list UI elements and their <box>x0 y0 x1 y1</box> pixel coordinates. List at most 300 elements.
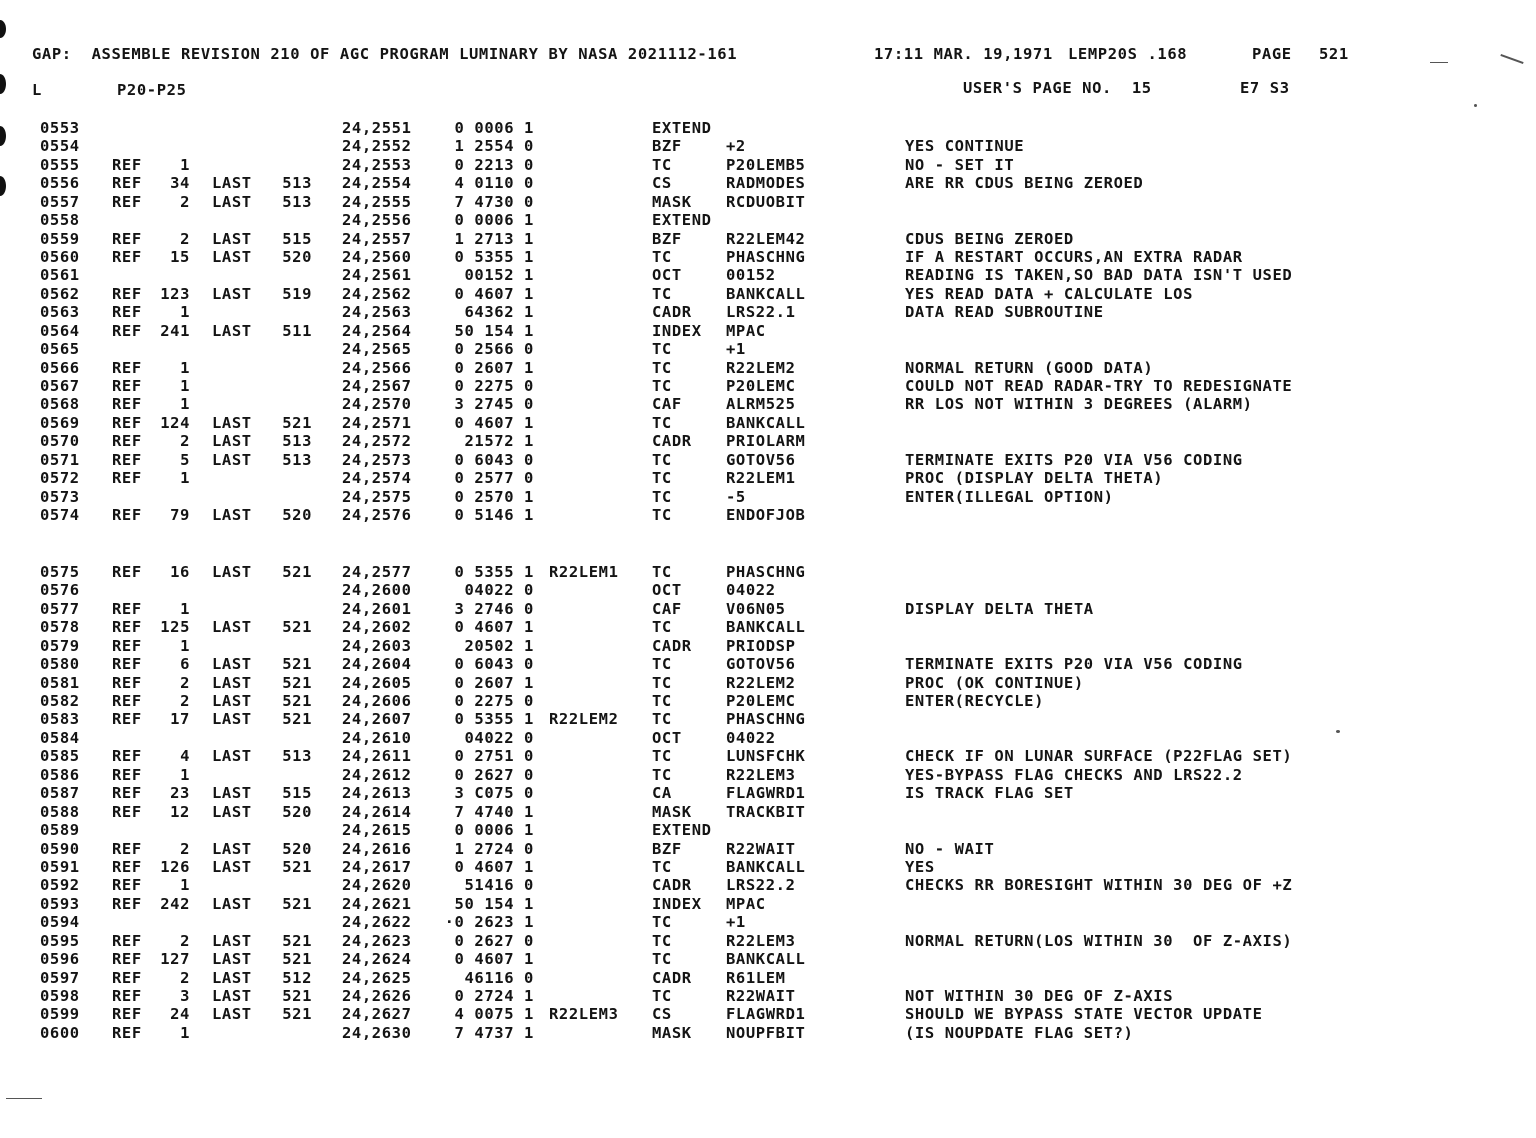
address: 24,2561 <box>342 266 412 285</box>
octal-code: 50 154 1 <box>454 321 534 340</box>
listing-row <box>0 156 1536 174</box>
address: 24,2621 <box>342 894 412 913</box>
listing-row <box>0 747 1536 765</box>
opcode: CS <box>652 1005 672 1024</box>
last-page: 521 <box>282 692 312 710</box>
last-page: 521 <box>282 413 312 432</box>
ref-count: 124 <box>160 413 190 432</box>
comment: ENTER(RECYCLE) <box>905 692 1045 710</box>
address: 24,2602 <box>342 618 412 637</box>
line-number: 0571 <box>40 450 80 469</box>
ref-count: 1 <box>180 469 190 488</box>
line-number: 0562 <box>40 284 80 303</box>
octal-code: 0 4607 1 <box>454 413 534 432</box>
opcode: TC <box>652 340 672 359</box>
address: 24,2555 <box>342 192 412 211</box>
address: 24,2571 <box>342 413 412 432</box>
last-keyword: LAST <box>212 950 252 968</box>
address: 24,2551 <box>342 119 412 137</box>
ref-count: 241 <box>160 321 190 340</box>
operand: BANKCALL <box>726 618 806 637</box>
line-number: 0595 <box>40 931 80 950</box>
opcode: TC <box>652 950 672 968</box>
comment: PROC (OK CONTINUE) <box>905 673 1084 692</box>
ref-count: 23 <box>170 784 190 803</box>
opcode: INDEX <box>652 894 702 913</box>
line-number: 0569 <box>40 413 80 432</box>
address: 24,2573 <box>342 450 412 469</box>
ref-keyword: REF <box>112 673 142 692</box>
print-timestamp: 17:11 MAR. 19,1971 <box>874 45 1053 63</box>
operand: FLAGWRD1 <box>726 1005 806 1024</box>
opcode: TC <box>652 563 672 581</box>
binder-hole-mark <box>0 20 6 38</box>
line-number: 0581 <box>40 673 80 692</box>
address: 24,2554 <box>342 174 412 193</box>
octal-code: 3 2746 0 <box>454 599 534 618</box>
last-keyword: LAST <box>212 413 252 432</box>
line-number: 0586 <box>40 765 80 784</box>
operand: NOUPFBIT <box>726 1023 806 1042</box>
comment: YES-BYPASS FLAG CHECKS AND LRS22.2 <box>905 765 1243 784</box>
ref-count: 242 <box>160 894 190 913</box>
line-number: 0596 <box>40 950 80 968</box>
opcode: TC <box>652 710 672 729</box>
symbol-label: R22LEM2 <box>549 710 619 729</box>
address: 24,2566 <box>342 358 412 377</box>
opcode: BZF <box>652 137 682 156</box>
listing-row <box>0 840 1536 858</box>
listing-row <box>0 174 1536 192</box>
opcode: TC <box>652 931 672 950</box>
ref-keyword: REF <box>112 950 142 968</box>
ref-count: 34 <box>170 174 190 193</box>
ink-speck <box>6 1098 42 1099</box>
octal-code: ·0 2623 1 <box>444 913 534 932</box>
operand: BANKCALL <box>726 950 806 968</box>
opcode: MASK <box>652 192 692 211</box>
opcode: TC <box>652 655 672 674</box>
ref-keyword: REF <box>112 894 142 913</box>
octal-code: 7 4730 0 <box>454 192 534 211</box>
operand: R22LEM1 <box>726 469 796 488</box>
listing-row <box>0 137 1536 155</box>
operand: +1 <box>726 340 746 359</box>
listing-row <box>0 710 1536 728</box>
opcode: TC <box>652 747 672 766</box>
ref-count: 125 <box>160 618 190 637</box>
ref-keyword: REF <box>112 986 142 1005</box>
ref-keyword: REF <box>112 358 142 377</box>
line-number: 0589 <box>40 821 80 839</box>
ref-keyword: REF <box>112 192 142 211</box>
ref-count: 1 <box>180 377 190 395</box>
octal-code: 0 4607 1 <box>454 618 534 637</box>
line-number: 0579 <box>40 636 80 655</box>
address: 24,2565 <box>342 340 412 359</box>
operand: R22WAIT <box>726 839 796 858</box>
operand: BANKCALL <box>726 284 806 303</box>
job-id: LEMP20S .168 <box>1068 45 1188 63</box>
line-number: 0565 <box>40 340 80 359</box>
opcode: EXTEND <box>652 119 712 137</box>
listing-row <box>0 432 1536 450</box>
operand: R22WAIT <box>726 986 796 1005</box>
octal-code: 0 2275 0 <box>454 377 534 395</box>
opcode: TC <box>652 284 672 303</box>
comment: IF A RESTART OCCURS,AN EXTRA RADAR <box>905 248 1243 266</box>
octal-code: 0 6043 0 <box>454 450 534 469</box>
address: 24,2552 <box>342 137 412 156</box>
opcode: CADR <box>652 432 692 451</box>
ref-count: 1 <box>180 303 190 322</box>
sheet-code: E7 S3 <box>1240 79 1290 97</box>
octal-code: 0 2570 1 <box>454 487 534 506</box>
ref-keyword: REF <box>112 802 142 821</box>
ref-keyword: REF <box>112 413 142 432</box>
ref-count: 1 <box>180 636 190 655</box>
listing-row <box>0 377 1536 395</box>
operand: LRS22.1 <box>726 303 796 322</box>
address: 24,2556 <box>342 211 412 230</box>
listing-row <box>0 692 1536 710</box>
line-number: 0592 <box>40 876 80 895</box>
last-page: 513 <box>282 192 312 211</box>
line-number: 0583 <box>40 710 80 729</box>
opcode: TC <box>652 692 672 710</box>
operand: RCDUOBIT <box>726 192 806 211</box>
last-page: 513 <box>282 450 312 469</box>
symbol-label: R22LEM3 <box>549 1005 619 1024</box>
line-number: 0566 <box>40 358 80 377</box>
listing-row <box>0 303 1536 321</box>
octal-code: 04022 0 <box>464 581 534 600</box>
last-keyword: LAST <box>212 673 252 692</box>
opcode: BZF <box>652 229 682 248</box>
octal-code: 0 4607 1 <box>454 950 534 968</box>
operand: BANKCALL <box>726 857 806 876</box>
last-page: 520 <box>282 506 312 524</box>
listing-row <box>0 600 1536 618</box>
comment: CHECKS RR BORESIGHT WITHIN 30 DEG OF +Z <box>905 876 1293 895</box>
opcode: TC <box>652 450 672 469</box>
line-number: 0593 <box>40 894 80 913</box>
last-page: 512 <box>282 968 312 987</box>
address: 24,2572 <box>342 432 412 451</box>
opcode: TC <box>652 673 672 692</box>
operand: P20LEMC <box>726 692 796 710</box>
listing-row <box>0 395 1536 413</box>
line-number: 0555 <box>40 155 80 174</box>
ref-count: 2 <box>180 839 190 858</box>
operand: 00152 <box>726 266 776 285</box>
ref-count: 123 <box>160 284 190 303</box>
listing-row <box>0 266 1536 284</box>
address: 24,2605 <box>342 673 412 692</box>
ref-count: 5 <box>180 450 190 469</box>
section-name: P20-P25 <box>117 81 187 99</box>
line-number: 0564 <box>40 321 80 340</box>
line-number: 0574 <box>40 506 80 524</box>
ref-keyword: REF <box>112 710 142 729</box>
last-page: 515 <box>282 229 312 248</box>
opcode: INDEX <box>652 321 702 340</box>
ref-count: 1 <box>180 599 190 618</box>
operand: PHASCHNG <box>726 248 806 266</box>
octal-code: 0 4607 1 <box>454 857 534 876</box>
operand: PHASCHNG <box>726 563 806 581</box>
last-page: 521 <box>282 710 312 729</box>
listing-row <box>0 987 1536 1005</box>
address: 24,2601 <box>342 599 412 618</box>
listing-row <box>0 674 1536 692</box>
listing-row <box>0 895 1536 913</box>
opcode: TC <box>652 765 672 784</box>
opcode: TC <box>652 618 672 637</box>
binder-hole-mark <box>0 74 6 94</box>
ref-keyword: REF <box>112 563 142 581</box>
ref-count: 4 <box>180 747 190 766</box>
operand: RADMODES <box>726 174 806 193</box>
last-keyword: LAST <box>212 802 252 821</box>
ref-count: 1 <box>180 358 190 377</box>
opcode: MASK <box>652 1023 692 1042</box>
listing-row <box>0 340 1536 358</box>
ref-count: 15 <box>170 248 190 266</box>
listing-row <box>0 655 1536 673</box>
last-keyword: LAST <box>212 968 252 987</box>
ref-count: 17 <box>170 710 190 729</box>
ref-count: 24 <box>170 1005 190 1024</box>
listing-row <box>0 563 1536 581</box>
opcode: OCT <box>652 728 682 747</box>
octal-code: 4 0110 0 <box>454 174 534 193</box>
operand: TRACKBIT <box>726 802 806 821</box>
octal-code: 00152 1 <box>464 266 534 285</box>
octal-code: 4 0075 1 <box>454 1005 534 1024</box>
address: 24,2610 <box>342 728 412 747</box>
ref-count: 79 <box>170 506 190 524</box>
line-number: 0563 <box>40 303 80 322</box>
line-number: 0568 <box>40 395 80 414</box>
last-keyword: LAST <box>212 839 252 858</box>
opcode: EXTEND <box>652 211 712 230</box>
operand: MPAC <box>726 894 766 913</box>
operand: +1 <box>726 913 746 932</box>
operand: R22LEM2 <box>726 358 796 377</box>
listing-row <box>0 821 1536 839</box>
line-number: 0558 <box>40 211 80 230</box>
address: 24,2562 <box>342 284 412 303</box>
line-number: 0570 <box>40 432 80 451</box>
last-page: 521 <box>282 986 312 1005</box>
listing-row <box>0 932 1536 950</box>
opcode: CS <box>652 174 672 193</box>
opcode: TC <box>652 913 672 932</box>
octal-code: 0 2577 0 <box>454 469 534 488</box>
last-keyword: LAST <box>212 894 252 913</box>
ref-keyword: REF <box>112 857 142 876</box>
ref-keyword: REF <box>112 303 142 322</box>
octal-code: 21572 1 <box>464 432 534 451</box>
listing-row <box>0 414 1536 432</box>
listing-row <box>0 285 1536 303</box>
opcode: TC <box>652 358 672 377</box>
ref-keyword: REF <box>112 784 142 803</box>
operand: +2 <box>726 137 746 156</box>
ref-count: 16 <box>170 563 190 581</box>
last-page: 520 <box>282 802 312 821</box>
ref-count: 6 <box>180 655 190 674</box>
octal-code: 3 2745 0 <box>454 395 534 414</box>
address: 24,2625 <box>342 968 412 987</box>
comment: READING IS TAKEN,SO BAD DATA ISN'T USED <box>905 266 1293 285</box>
ref-keyword: REF <box>112 876 142 895</box>
opcode: TC <box>652 986 672 1005</box>
ref-keyword: REF <box>112 839 142 858</box>
octal-code: 1 2554 0 <box>454 137 534 156</box>
ref-keyword: REF <box>112 229 142 248</box>
line-number: 0573 <box>40 487 80 506</box>
address: 24,2575 <box>342 487 412 506</box>
line-number: 0572 <box>40 469 80 488</box>
ref-keyword: REF <box>112 931 142 950</box>
last-page: 513 <box>282 432 312 451</box>
comment: TERMINATE EXITS P20 VIA V56 CODING <box>905 450 1243 469</box>
octal-code: 0 4607 1 <box>454 284 534 303</box>
ref-count: 127 <box>160 950 190 968</box>
comment: YES CONTINUE <box>905 137 1025 156</box>
line-number: 0580 <box>40 655 80 674</box>
operand: MPAC <box>726 321 766 340</box>
last-page: 521 <box>282 931 312 950</box>
operand: -5 <box>726 487 746 506</box>
line-number: 0576 <box>40 581 80 600</box>
octal-code: 0 2607 1 <box>454 358 534 377</box>
octal-code: 51416 0 <box>464 876 534 895</box>
comment: NO - SET IT <box>905 155 1015 174</box>
line-number: 0567 <box>40 377 80 395</box>
operand: 04022 <box>726 728 776 747</box>
operand: R22LEM2 <box>726 673 796 692</box>
last-keyword: LAST <box>212 450 252 469</box>
last-page: 513 <box>282 174 312 193</box>
listing-row <box>0 803 1536 821</box>
line-number: 0584 <box>40 728 80 747</box>
comment: DATA READ SUBROUTINE <box>905 303 1104 322</box>
opcode: TC <box>652 155 672 174</box>
listing-row <box>0 784 1536 802</box>
last-keyword: LAST <box>212 857 252 876</box>
comment: CHECK IF ON LUNAR SURFACE (P22FLAG SET) <box>905 747 1293 766</box>
last-page: 519 <box>282 284 312 303</box>
last-page: 521 <box>282 618 312 637</box>
octal-code: 46116 0 <box>464 968 534 987</box>
listing-row <box>0 729 1536 747</box>
operand: R61LEM <box>726 968 786 987</box>
line-number: 0597 <box>40 968 80 987</box>
address: 24,2611 <box>342 747 412 766</box>
line-number: 0559 <box>40 229 80 248</box>
octal-code: 7 4740 1 <box>454 802 534 821</box>
last-page: 520 <box>282 839 312 858</box>
ref-count: 1 <box>180 155 190 174</box>
line-number: 0577 <box>40 599 80 618</box>
address: 24,2624 <box>342 950 412 968</box>
address: 24,2626 <box>342 986 412 1005</box>
address: 24,2612 <box>342 765 412 784</box>
line-number: 0582 <box>40 692 80 710</box>
last-keyword: LAST <box>212 563 252 581</box>
opcode: CAF <box>652 599 682 618</box>
comment: YES READ DATA + CALCULATE LOS <box>905 284 1194 303</box>
listing-row <box>0 119 1536 137</box>
listing-row <box>0 193 1536 211</box>
address: 24,2607 <box>342 710 412 729</box>
opcode: BZF <box>652 839 682 858</box>
line-number: 0554 <box>40 137 80 156</box>
octal-code: 0 0006 1 <box>454 119 534 137</box>
comment: NORMAL RETURN (GOOD DATA) <box>905 358 1154 377</box>
address: 24,2613 <box>342 784 412 803</box>
ref-keyword: REF <box>112 432 142 451</box>
last-keyword: LAST <box>212 321 252 340</box>
opcode: TC <box>652 857 672 876</box>
last-keyword: LAST <box>212 229 252 248</box>
address: 24,2577 <box>342 563 412 581</box>
ref-count: 2 <box>180 931 190 950</box>
opcode: TC <box>652 469 672 488</box>
operand: GOTOV56 <box>726 450 796 469</box>
address: 24,2622 <box>342 913 412 932</box>
address: 24,2567 <box>342 377 412 395</box>
operand: V06N05 <box>726 599 786 618</box>
last-page: 521 <box>282 950 312 968</box>
ref-keyword: REF <box>112 692 142 710</box>
opcode: CADR <box>652 636 692 655</box>
ref-keyword: REF <box>112 506 142 524</box>
line-number: 0598 <box>40 986 80 1005</box>
line-number: 0557 <box>40 192 80 211</box>
ref-keyword: REF <box>112 599 142 618</box>
address: 24,2616 <box>342 839 412 858</box>
address: 24,2620 <box>342 876 412 895</box>
operand: ALRM525 <box>726 395 796 414</box>
opcode: EXTEND <box>652 821 712 839</box>
ref-keyword: REF <box>112 1005 142 1024</box>
last-keyword: LAST <box>212 432 252 451</box>
ref-count: 2 <box>180 229 190 248</box>
ref-count: 1 <box>180 876 190 895</box>
ref-keyword: REF <box>112 321 142 340</box>
opcode: CAF <box>652 395 682 414</box>
listing-row <box>0 1024 1536 1042</box>
last-page: 515 <box>282 784 312 803</box>
line-number: 0560 <box>40 248 80 266</box>
octal-code: 20502 1 <box>464 636 534 655</box>
ref-keyword: REF <box>112 655 142 674</box>
listing-row <box>0 876 1536 894</box>
symbol-label: R22LEM1 <box>549 563 619 581</box>
last-keyword: LAST <box>212 248 252 266</box>
octal-code: 0 2213 0 <box>454 155 534 174</box>
listing-row <box>0 581 1536 599</box>
ref-keyword: REF <box>112 395 142 414</box>
user-page-number: USER'S PAGE NO. 15 <box>963 79 1152 97</box>
listing-row <box>0 618 1536 636</box>
line-number: 0556 <box>40 174 80 193</box>
opcode: TC <box>652 413 672 432</box>
